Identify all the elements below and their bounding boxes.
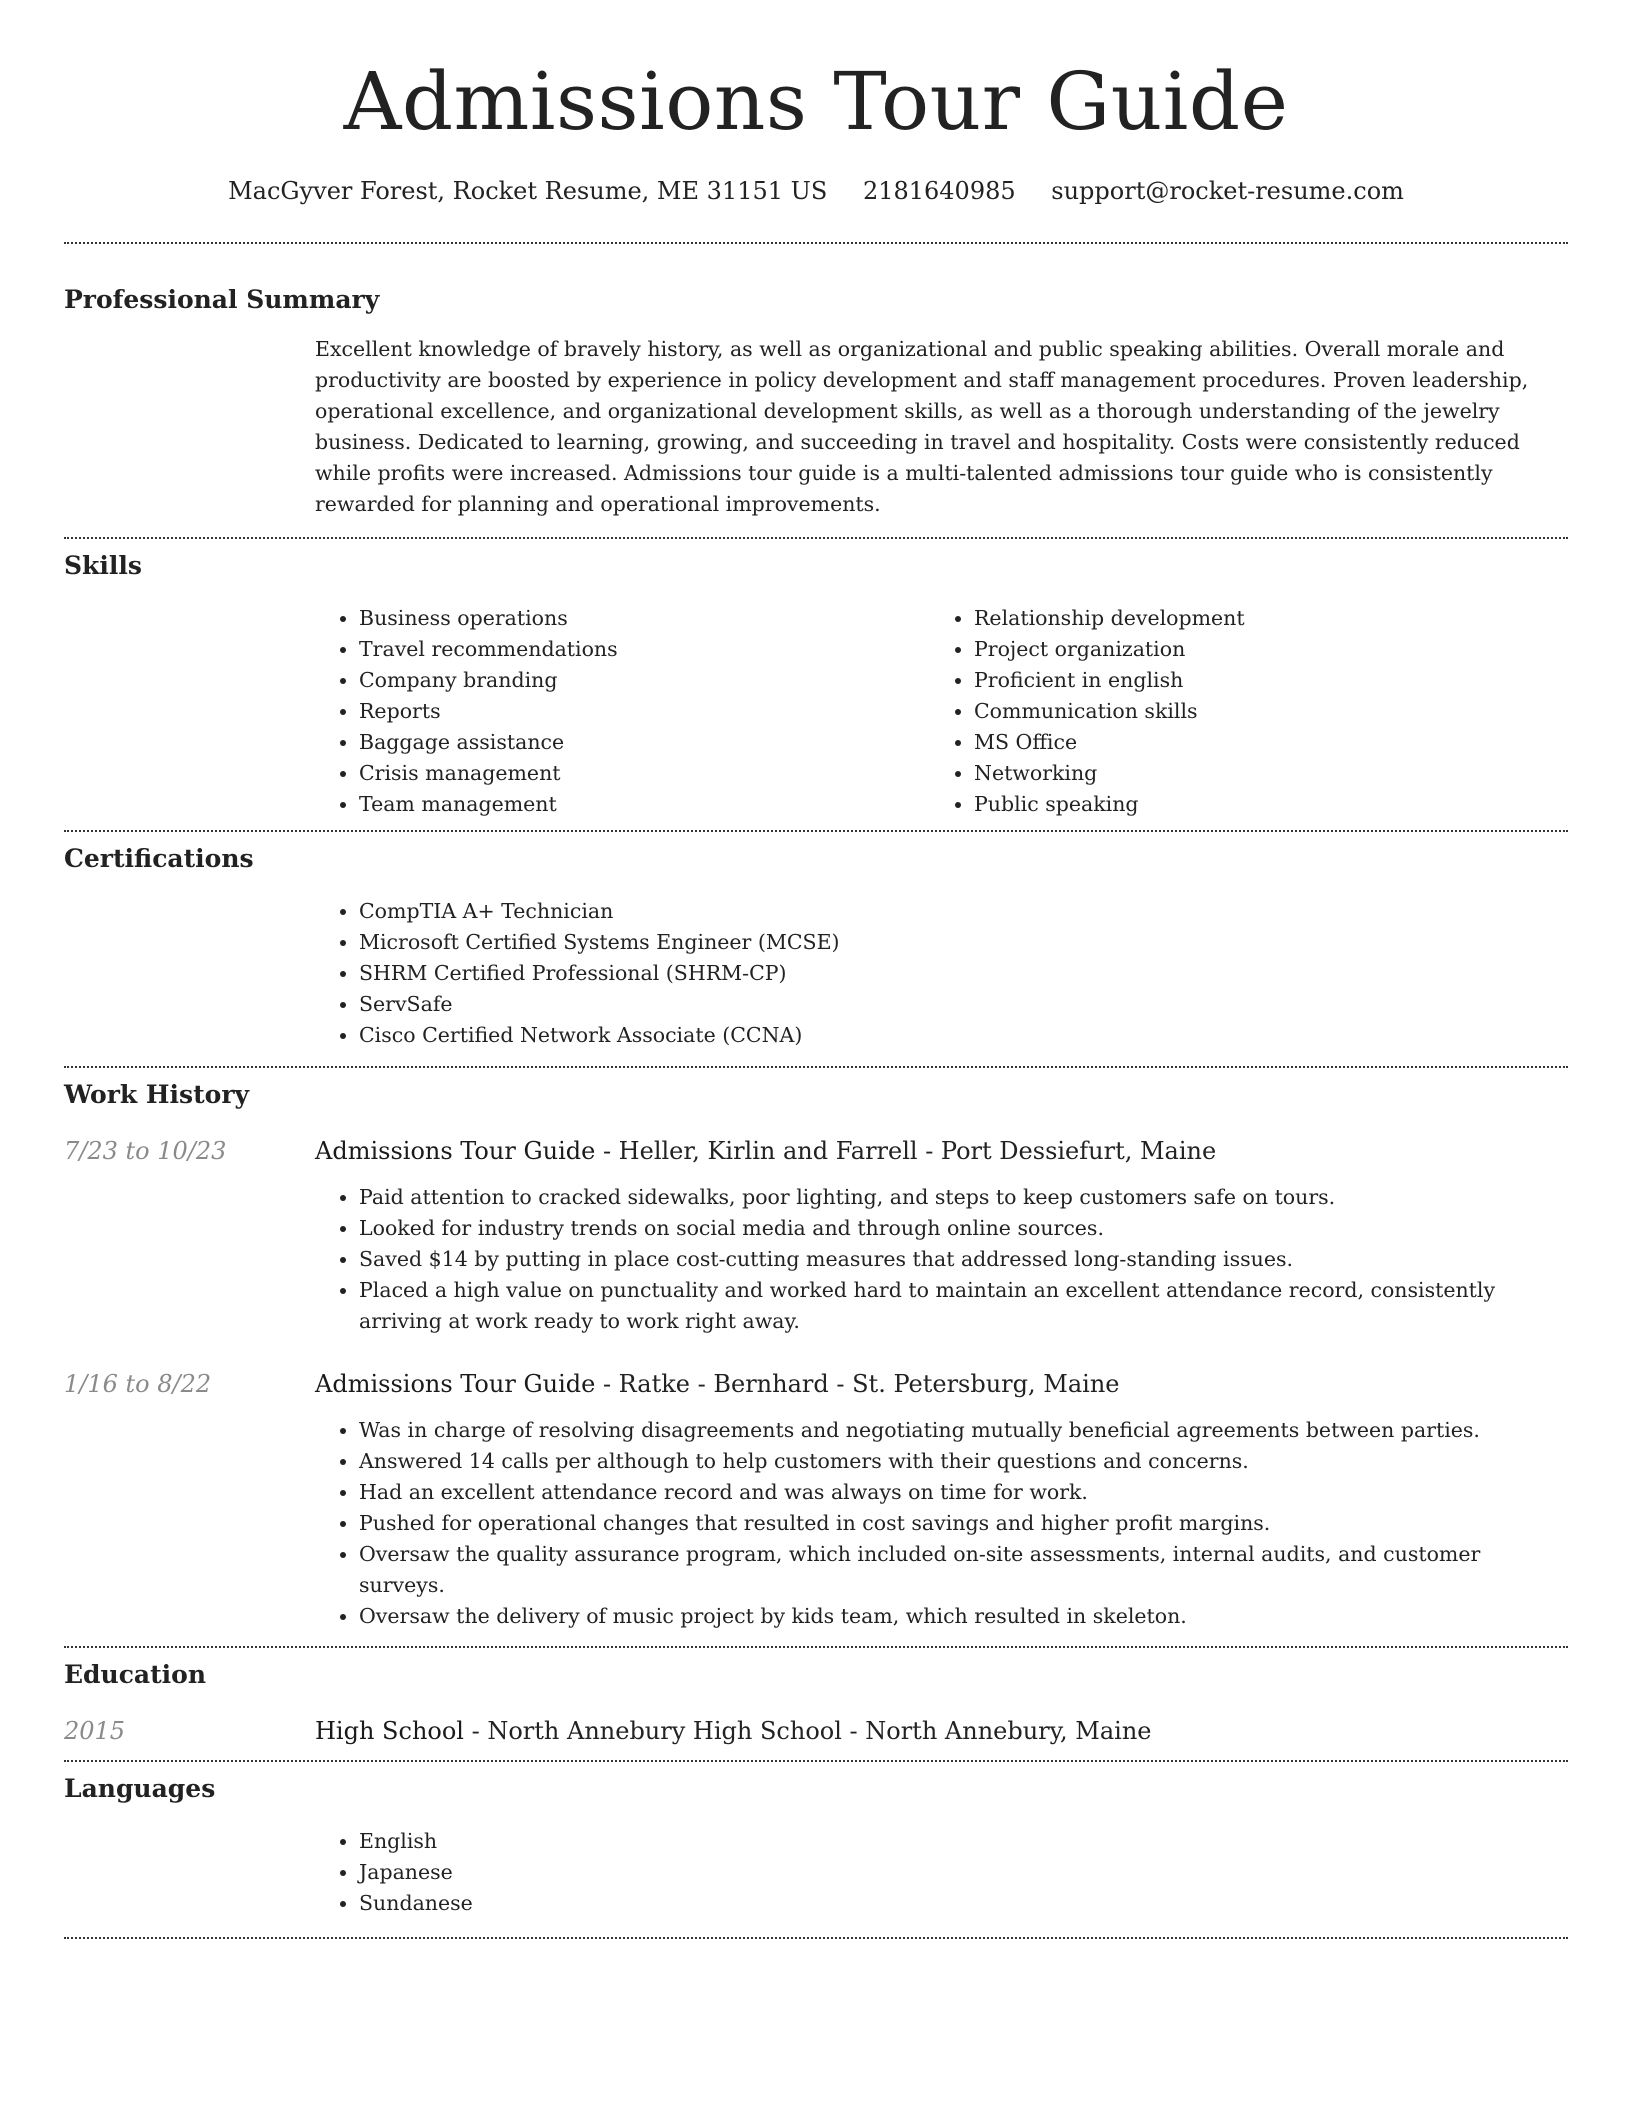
summary-text: Excellent knowledge of bravely history, as well as organizational and public speaking abilities. Overall morale and productivity are boosted by experience in policy development and staff management procedures. Proven leadership, operational excellence, and organizational development skills, as well as a thorough understanding of the jewelry business. Dedicated to learning, growing, and succeeding in travel and hospitality. Costs were consistently reduced while profits were increased. Admissions tour guide is a multi-talented admissions tour guide who is consistently rewarded for planning and operational improvements. [315, 337, 1529, 516]
skill-item: • Travel recommendations [359, 634, 930, 665]
skill-item: • Baggage assistance [359, 727, 930, 758]
job-role: Admissions Tour Guide [315, 1370, 596, 1398]
section-title-skills: Skills [64, 551, 142, 580]
language-item: • Sundanese [359, 1888, 1568, 1919]
work-section [64, 1068, 1568, 1632]
skill-item: • Team management [359, 789, 930, 820]
job-entry-header [64, 1134, 1568, 1168]
education-entry [64, 1714, 1568, 1748]
divider [64, 1937, 1568, 1939]
job-bullet: • Saved $14 by putting in place cost-cutting measures that addressed long-standing issues. [359, 1244, 1568, 1275]
skill-item: • Company branding [359, 665, 930, 696]
skills-list-left [315, 603, 930, 820]
job-bullet: • Answered 14 calls per although to help customers with their questions and concerns. [359, 1446, 1568, 1477]
skill-item: • Networking [974, 758, 1545, 789]
certifications-content [315, 896, 1568, 1051]
education-title-line [315, 1714, 1152, 1748]
certification-item: • CompTIA A+ Technician [359, 896, 1568, 927]
summary-section [64, 244, 1568, 520]
education-degree: High School [315, 1717, 464, 1745]
job-date: 7/23 to 10/23 [64, 1137, 227, 1165]
section-title-languages: Languages [64, 1774, 216, 1803]
section-title-work: Work History [64, 1080, 250, 1109]
skill-item: • Business operations [359, 603, 930, 634]
section-title-education: Education [64, 1660, 207, 1689]
education-date: 2015 [64, 1717, 126, 1745]
skill-item: • Public speaking [974, 789, 1545, 820]
job-bullets [315, 1182, 1568, 1337]
job-bullet: • Pushed for operational changes that resulted in cost savings and higher profit margins. [359, 1508, 1568, 1539]
job-bullet: • Oversaw the quality assurance program, which included on-site assessments, internal audits, and customer surveys. [359, 1539, 1568, 1601]
resume-page [64, 0, 1568, 1939]
contact-phone: 2181640985 [862, 177, 1016, 205]
certification-item: • Cisco Certified Network Associate (CCNA) [359, 1020, 1568, 1051]
job-title-line [315, 1367, 1120, 1401]
job-bullet: • Had an excellent attendance record and was always on time for work. [359, 1477, 1568, 1508]
education-school: - North Annebury High School - North Annebury, Maine [463, 1717, 1152, 1745]
section-title-certifications: Certifications [64, 844, 254, 873]
education-section [64, 1648, 1568, 1748]
skills-section [64, 539, 1568, 820]
job-bullets [315, 1415, 1568, 1632]
language-item: • Japanese [359, 1857, 1568, 1888]
certification-item: • ServSafe [359, 989, 1568, 1020]
languages-list [315, 1826, 1568, 1919]
job-bullet: • Placed a high value on punctuality and worked hard to maintain an excellent attendance record, consistently arriving at work ready to work right away. [359, 1275, 1568, 1337]
contact-line [64, 174, 1568, 208]
job-title-line [315, 1134, 1216, 1168]
certification-item: • SHRM Certified Professional (SHRM-CP) [359, 958, 1568, 989]
job-details [315, 1182, 1568, 1337]
certification-item: • Microsoft Certified Systems Engineer (MCSE) [359, 927, 1568, 958]
job-employer: - Heller, Kirlin and Farrell - Port Dessiefurt, Maine [595, 1137, 1217, 1165]
skill-item: • Communication skills [974, 696, 1545, 727]
skill-item: • Relationship development [974, 603, 1545, 634]
job-bullet: • Was in charge of resolving disagreements and negotiating mutually beneficial agreements between parties. [359, 1415, 1568, 1446]
job-bullet: • Oversaw the delivery of music project by kids team, which resulted in skeleton. [359, 1601, 1568, 1632]
job-bullet: • Paid attention to cracked sidewalks, poor lighting, and steps to keep customers safe on tours. [359, 1182, 1568, 1213]
skill-item: • MS Office [974, 727, 1545, 758]
skill-item: • Crisis management [359, 758, 930, 789]
job-bullet: • Looked for industry trends on social media and through online sources. [359, 1213, 1568, 1244]
skill-item: • Project organization [974, 634, 1545, 665]
job-role: Admissions Tour Guide [315, 1137, 596, 1165]
contact-address: MacGyver Forest, Rocket Resume, ME 31151 US [228, 177, 828, 205]
job-date: 1/16 to 8/22 [64, 1370, 212, 1398]
candidate-name: Admissions Tour Guide [343, 55, 1289, 148]
job-entry-header [64, 1367, 1568, 1401]
job-employer: - Ratke - Bernhard - St. Petersburg, Maine [595, 1370, 1120, 1398]
skill-item: • Proficient in english [974, 665, 1545, 696]
languages-section [64, 1762, 1568, 1919]
summary-content [315, 334, 1568, 520]
section-title-summary: Professional Summary [64, 285, 380, 314]
skills-list-right [930, 603, 1545, 820]
skill-item: • Reports [359, 696, 930, 727]
language-item: • English [359, 1826, 1568, 1857]
certifications-list [315, 896, 1568, 1051]
skills-columns [315, 603, 1568, 820]
contact-email: support@rocket-resume.com [1051, 177, 1404, 205]
languages-content [315, 1826, 1568, 1919]
job-details [315, 1415, 1568, 1632]
certifications-section [64, 832, 1568, 1051]
